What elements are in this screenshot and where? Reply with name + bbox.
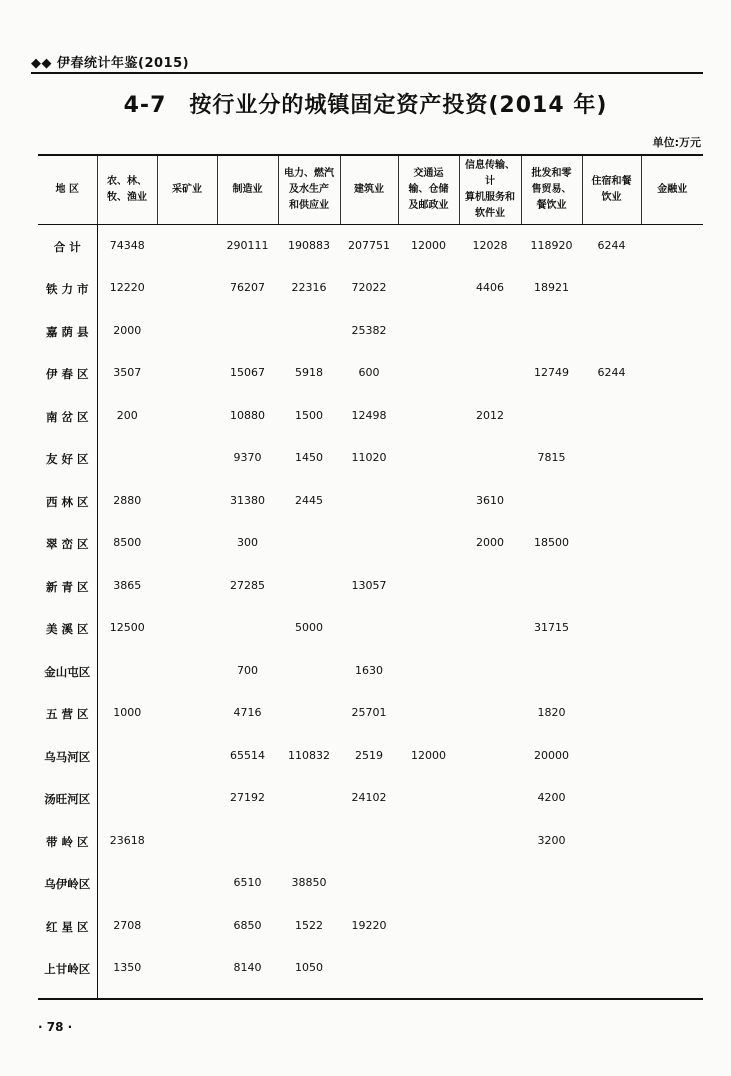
value-cell: 3200 <box>537 833 566 847</box>
value-cell <box>398 273 459 316</box>
value-cell: 10880 <box>230 408 265 422</box>
value-cell <box>157 826 217 869</box>
value-cell <box>398 571 459 614</box>
value-cell <box>157 443 217 486</box>
value-cell <box>459 656 521 699</box>
value-cell <box>398 868 459 911</box>
value-cell: 18921 <box>534 281 569 294</box>
value-cell <box>278 316 340 359</box>
value-cell: 110832 <box>288 748 330 762</box>
table-row <box>38 698 703 741</box>
table-row <box>38 783 703 826</box>
value-cell <box>641 698 703 741</box>
column-header: 交通运 输、仓储 及邮政业 <box>398 155 459 225</box>
value-cell <box>340 826 398 869</box>
value-cell <box>398 443 459 486</box>
value-cell: 76207 <box>230 281 265 294</box>
value-cell <box>459 613 521 656</box>
column-header: 采矿业 <box>157 155 217 225</box>
value-cell: 1450 <box>295 451 323 464</box>
value-cell <box>582 953 641 999</box>
column-header: 地 区 <box>38 155 97 225</box>
table-row <box>38 231 703 274</box>
value-cell <box>97 783 157 826</box>
value-cell <box>582 656 641 699</box>
table-title: 4-7 按行业分的城镇固定资产投资(2014 年) <box>123 93 608 118</box>
value-cell: 6244 <box>597 366 626 379</box>
value-cell <box>641 358 703 401</box>
table-header-row <box>38 155 703 225</box>
value-cell <box>521 656 582 699</box>
value-cell <box>398 698 459 741</box>
running-head: ◆◆ 伊春统计年鉴(2015) <box>31 56 190 71</box>
table-row <box>38 443 703 486</box>
value-cell <box>398 528 459 571</box>
value-cell <box>278 571 340 614</box>
value-cell <box>459 783 521 826</box>
table-row <box>38 528 703 571</box>
region-name: 合 计 <box>38 231 97 274</box>
value-cell <box>521 953 582 999</box>
value-cell: 118920 <box>530 238 573 252</box>
value-cell <box>217 613 278 656</box>
value-cell <box>521 911 582 954</box>
value-cell <box>641 486 703 529</box>
value-cell <box>641 571 703 614</box>
value-cell <box>398 911 459 954</box>
value-cell: 25382 <box>351 323 387 337</box>
unit-label: 单位:万元 <box>652 136 701 149</box>
value-cell: 2000 <box>476 536 504 549</box>
value-cell: 1050 <box>278 953 340 999</box>
table-row <box>38 273 703 316</box>
value-cell <box>582 826 641 869</box>
value-cell <box>582 741 641 784</box>
value-cell <box>398 953 459 999</box>
value-cell <box>278 826 340 869</box>
value-cell <box>641 826 703 869</box>
value-cell: 6244 <box>597 238 626 252</box>
value-cell <box>398 358 459 401</box>
value-cell: 8500 <box>113 536 142 549</box>
value-cell <box>340 528 398 571</box>
column-header: 电力、燃汽 及水生产 和供应业 <box>278 155 340 225</box>
value-cell: 12498 <box>351 408 387 422</box>
value-cell <box>398 613 459 656</box>
value-cell: 27285 <box>230 578 265 592</box>
value-cell <box>641 656 703 699</box>
value-cell <box>278 528 340 571</box>
value-cell <box>459 826 521 869</box>
value-cell: 18500 <box>534 536 569 549</box>
value-cell: 1500 <box>295 408 323 422</box>
table-row <box>38 868 703 911</box>
value-cell <box>157 401 217 444</box>
value-cell <box>641 316 703 359</box>
value-cell <box>521 401 582 444</box>
value-cell: 1630 <box>355 663 383 677</box>
value-cell <box>398 656 459 699</box>
region-name: 西 林 区 <box>38 486 97 529</box>
header-rule <box>31 72 703 74</box>
region-name: 新 青 区 <box>38 571 97 614</box>
value-cell <box>217 826 278 869</box>
column-header: 住宿和餐 饮业 <box>582 155 641 225</box>
region-name: 汤旺河区 <box>38 783 97 826</box>
region-name: 嘉 荫 县 <box>38 316 97 359</box>
value-cell: 25701 <box>351 706 387 719</box>
value-cell <box>157 953 217 999</box>
value-cell <box>398 826 459 869</box>
value-cell <box>340 486 398 529</box>
value-cell: 5918 <box>295 366 323 379</box>
value-cell: 4406 <box>476 281 504 294</box>
value-cell <box>398 316 459 359</box>
value-cell <box>340 868 398 911</box>
value-cell: 12749 <box>534 366 569 379</box>
value-cell <box>641 231 703 274</box>
value-cell <box>157 656 217 699</box>
value-cell <box>641 868 703 911</box>
value-cell <box>217 316 278 359</box>
value-cell: 1350 <box>97 953 157 999</box>
value-cell <box>641 273 703 316</box>
value-cell <box>582 316 641 359</box>
value-cell: 12500 <box>109 621 145 634</box>
value-cell: 31715 <box>534 621 569 634</box>
value-cell: 12000 <box>411 748 446 762</box>
value-cell <box>641 953 703 999</box>
value-cell <box>157 528 217 571</box>
region-name: 翠 峦 区 <box>38 528 97 571</box>
value-cell: 11020 <box>351 451 387 464</box>
value-cell <box>459 868 521 911</box>
value-cell <box>459 316 521 359</box>
value-cell: 2012 <box>476 408 504 422</box>
value-cell <box>521 316 582 359</box>
value-cell <box>582 911 641 954</box>
value-cell: 13057 <box>351 578 387 592</box>
value-cell <box>641 613 703 656</box>
value-cell: 207751 <box>348 238 390 252</box>
table-row <box>38 316 703 359</box>
value-cell: 23618 <box>109 833 145 847</box>
value-cell: 3865 <box>113 578 142 592</box>
value-cell: 190883 <box>288 238 330 252</box>
value-cell <box>278 783 340 826</box>
value-cell: 20000 <box>534 748 569 762</box>
value-cell: 72022 <box>351 281 387 294</box>
value-cell <box>157 741 217 784</box>
value-cell: 6510 <box>233 876 262 889</box>
value-cell: 3610 <box>476 493 504 507</box>
value-cell <box>582 783 641 826</box>
value-cell <box>398 401 459 444</box>
value-cell: 300 <box>237 536 258 549</box>
value-cell: 6850 <box>233 918 262 932</box>
value-cell <box>157 868 217 911</box>
region-name: 美 溪 区 <box>38 613 97 656</box>
region-name: 乌伊岭区 <box>38 868 97 911</box>
value-cell: 2708 <box>113 918 142 932</box>
value-cell: 12028 <box>472 238 508 252</box>
table-row <box>38 486 703 529</box>
value-cell: 2445 <box>295 493 323 507</box>
value-cell: 24102 <box>351 791 387 804</box>
value-cell <box>97 868 157 911</box>
value-cell: 4716 <box>233 706 262 719</box>
table-row <box>38 358 703 401</box>
value-cell <box>582 528 641 571</box>
value-cell <box>157 783 217 826</box>
value-cell: 15067 <box>230 366 265 379</box>
value-cell <box>97 741 157 784</box>
region-name: 友 好 区 <box>38 443 97 486</box>
value-cell: 22316 <box>291 281 327 294</box>
value-cell <box>157 273 217 316</box>
region-name: 乌马河区 <box>38 741 97 784</box>
investment-table <box>38 154 703 1000</box>
region-name: 金山屯区 <box>38 656 97 699</box>
value-cell <box>459 358 521 401</box>
value-cell: 1820 <box>537 706 566 719</box>
value-cell <box>340 613 398 656</box>
value-cell <box>398 783 459 826</box>
value-cell: 9370 <box>233 451 262 464</box>
region-name: 红 星 区 <box>38 911 97 954</box>
column-header: 信息传输、计 算机服务和 软件业 <box>459 155 521 225</box>
column-header: 批发和零 售贸易、 餐饮业 <box>521 155 582 225</box>
value-cell: 12000 <box>411 238 446 252</box>
value-cell: 600 <box>358 366 380 379</box>
table-row <box>38 571 703 614</box>
column-header: 金融业 <box>641 155 703 225</box>
value-cell <box>582 486 641 529</box>
value-cell <box>582 571 641 614</box>
value-cell <box>582 613 641 656</box>
value-cell: 31380 <box>230 493 265 507</box>
value-cell <box>157 231 217 274</box>
value-cell: 200 <box>116 408 138 422</box>
value-cell <box>641 401 703 444</box>
value-cell: 38850 <box>291 876 327 889</box>
value-cell: 74348 <box>109 238 145 252</box>
column-header: 制造业 <box>217 155 278 225</box>
region-name: 铁 力 市 <box>38 273 97 316</box>
value-cell <box>641 911 703 954</box>
value-cell: 2000 <box>113 323 142 337</box>
value-cell <box>157 486 217 529</box>
value-cell <box>459 698 521 741</box>
region-name: 南 岔 区 <box>38 401 97 444</box>
region-name: 上甘岭区 <box>38 953 97 999</box>
value-cell: 2519 <box>355 748 383 762</box>
value-cell: 8140 <box>217 953 278 999</box>
value-cell <box>641 443 703 486</box>
value-cell <box>97 656 157 699</box>
value-cell: 4200 <box>537 791 566 804</box>
value-cell <box>641 741 703 784</box>
value-cell: 19220 <box>351 918 387 932</box>
region-name: 五 营 区 <box>38 698 97 741</box>
value-cell <box>459 443 521 486</box>
value-cell <box>157 571 217 614</box>
value-cell <box>459 571 521 614</box>
table-row <box>38 613 703 656</box>
page-number: · 78 · <box>38 1020 73 1034</box>
value-cell <box>521 868 582 911</box>
region-name: 伊 春 区 <box>38 358 97 401</box>
table-row <box>38 911 703 954</box>
value-cell <box>582 401 641 444</box>
value-cell: 5000 <box>295 621 323 634</box>
value-cell <box>641 783 703 826</box>
value-cell: 7815 <box>537 451 566 464</box>
table-row <box>38 953 703 999</box>
value-cell <box>521 571 582 614</box>
value-cell: 290111 <box>226 238 269 252</box>
value-cell <box>582 698 641 741</box>
column-header: 农、林、 牧、渔业 <box>97 155 157 225</box>
value-cell <box>582 868 641 911</box>
value-cell <box>157 358 217 401</box>
value-cell: 2880 <box>113 493 142 507</box>
value-cell <box>582 273 641 316</box>
table-row <box>38 656 703 699</box>
value-cell <box>459 911 521 954</box>
value-cell <box>157 698 217 741</box>
table-row <box>38 401 703 444</box>
value-cell <box>157 316 217 359</box>
region-name: 带 岭 区 <box>38 826 97 869</box>
value-cell: 1000 <box>113 706 142 719</box>
value-cell <box>157 911 217 954</box>
value-cell: 700 <box>237 663 258 677</box>
table-row <box>38 826 703 869</box>
value-cell <box>641 528 703 571</box>
value-cell: 65514 <box>230 748 265 762</box>
value-cell <box>97 443 157 486</box>
column-header: 建筑业 <box>340 155 398 225</box>
value-cell <box>582 443 641 486</box>
value-cell <box>521 486 582 529</box>
value-cell: 3507 <box>113 366 142 379</box>
value-cell <box>398 486 459 529</box>
value-cell <box>278 698 340 741</box>
value-cell <box>157 613 217 656</box>
table-row <box>38 741 703 784</box>
value-cell <box>278 656 340 699</box>
value-cell: 27192 <box>230 791 265 804</box>
value-cell: 1522 <box>295 918 323 932</box>
value-cell <box>340 953 398 999</box>
value-cell <box>459 953 521 999</box>
value-cell: 12220 <box>109 281 145 294</box>
value-cell <box>459 741 521 784</box>
